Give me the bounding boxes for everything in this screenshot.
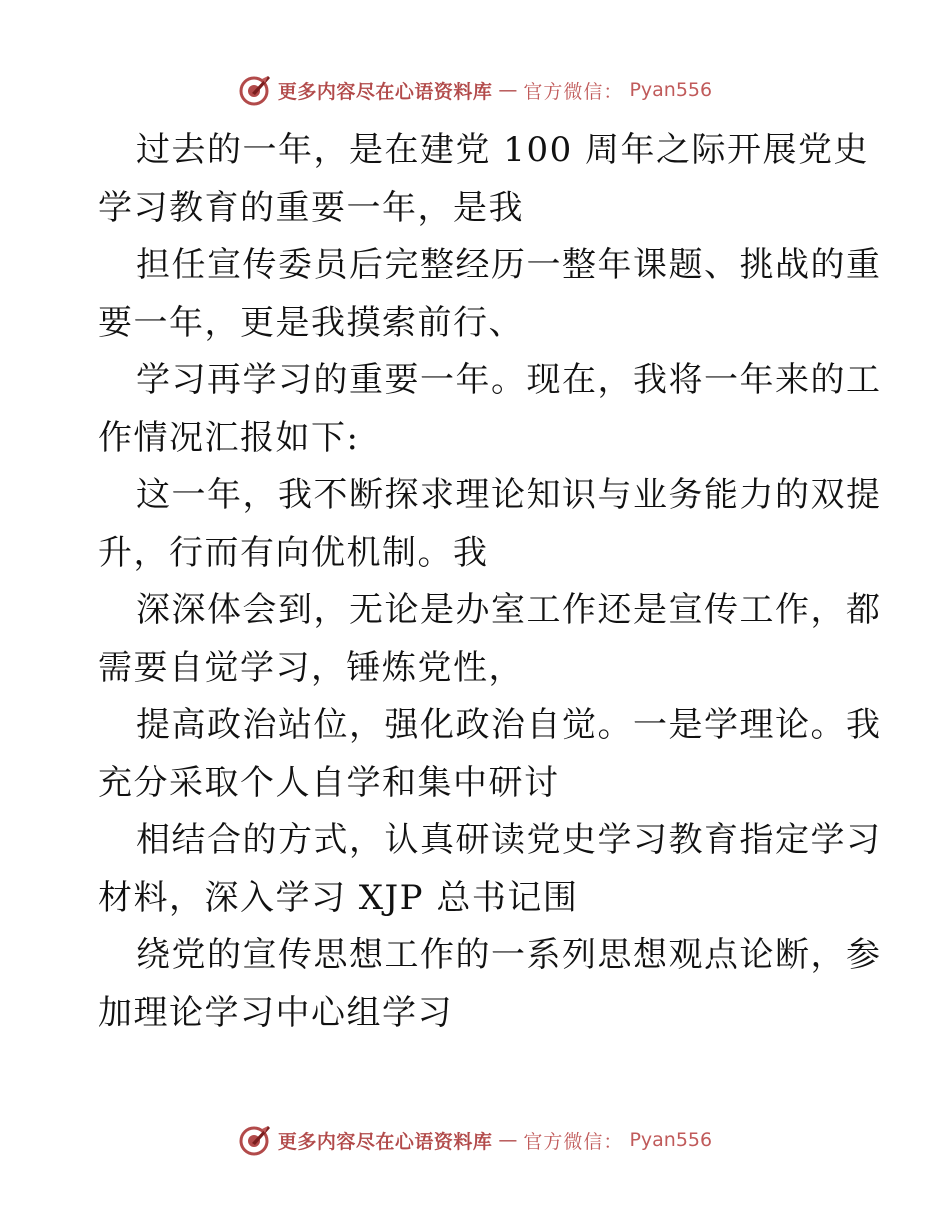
quill-seal-icon — [238, 1123, 272, 1157]
text-line: 这一年，我不断探求理论知识与业务能力的双提 — [136, 475, 882, 515]
text-line: 学习教育的重要一年，是我 — [98, 187, 524, 228]
watermark-main-text: 更多内容尽在心语资料库 — [277, 80, 493, 103]
text-line: 绕党的宣传思想工作的一系列思想观点论断，参 — [136, 935, 882, 975]
text-line: 相结合的方式，认真研读党史学习教育指定学习 — [136, 820, 882, 860]
text-line: 充分采取个人自学和集中研讨 — [98, 762, 560, 803]
text-line: 深深体会到，无论是办室工作还是宣传工作，都 — [136, 590, 882, 630]
watermark-official-label: 官方微信： — [523, 1130, 624, 1153]
quill-seal-icon — [238, 73, 272, 107]
text-line: 作情况汇报如下: — [98, 417, 360, 458]
text-line: 升，行而有向优机制。我 — [98, 532, 489, 573]
text-line: 担任宣传委员后完整经历一整年课题、挑战的重 — [136, 245, 882, 285]
watermark-dash: — — [498, 79, 518, 101]
watermark-official-label: 官方微信： — [523, 80, 624, 103]
watermark-wechat-id: Pyan556 — [629, 79, 713, 101]
text-line: 要一年，更是我摸索前行、 — [98, 302, 524, 343]
text-line: 加理论学习中心组学习 — [98, 992, 453, 1033]
watermark-wechat-id: Pyan556 — [629, 1129, 713, 1151]
text-line: 提高政治站位，强化政治自觉。一是学理论。我 — [136, 705, 882, 745]
text-line: 需要自觉学习，锤炼党性， — [98, 647, 524, 688]
text-line: 过去的一年，是在建党 100 周年之际开展党史 — [136, 130, 870, 170]
text-line: 学习再学习的重要一年。现在，我将一年来的工 — [136, 360, 882, 400]
document-body — [98, 122, 882, 1042]
watermark-dash: — — [498, 1129, 518, 1151]
footer-watermark — [0, 1120, 950, 1160]
text-line: 材料，深入学习 XJP 总书记围 — [98, 877, 579, 918]
header-watermark — [0, 70, 950, 110]
watermark-main-text: 更多内容尽在心语资料库 — [277, 1130, 493, 1153]
